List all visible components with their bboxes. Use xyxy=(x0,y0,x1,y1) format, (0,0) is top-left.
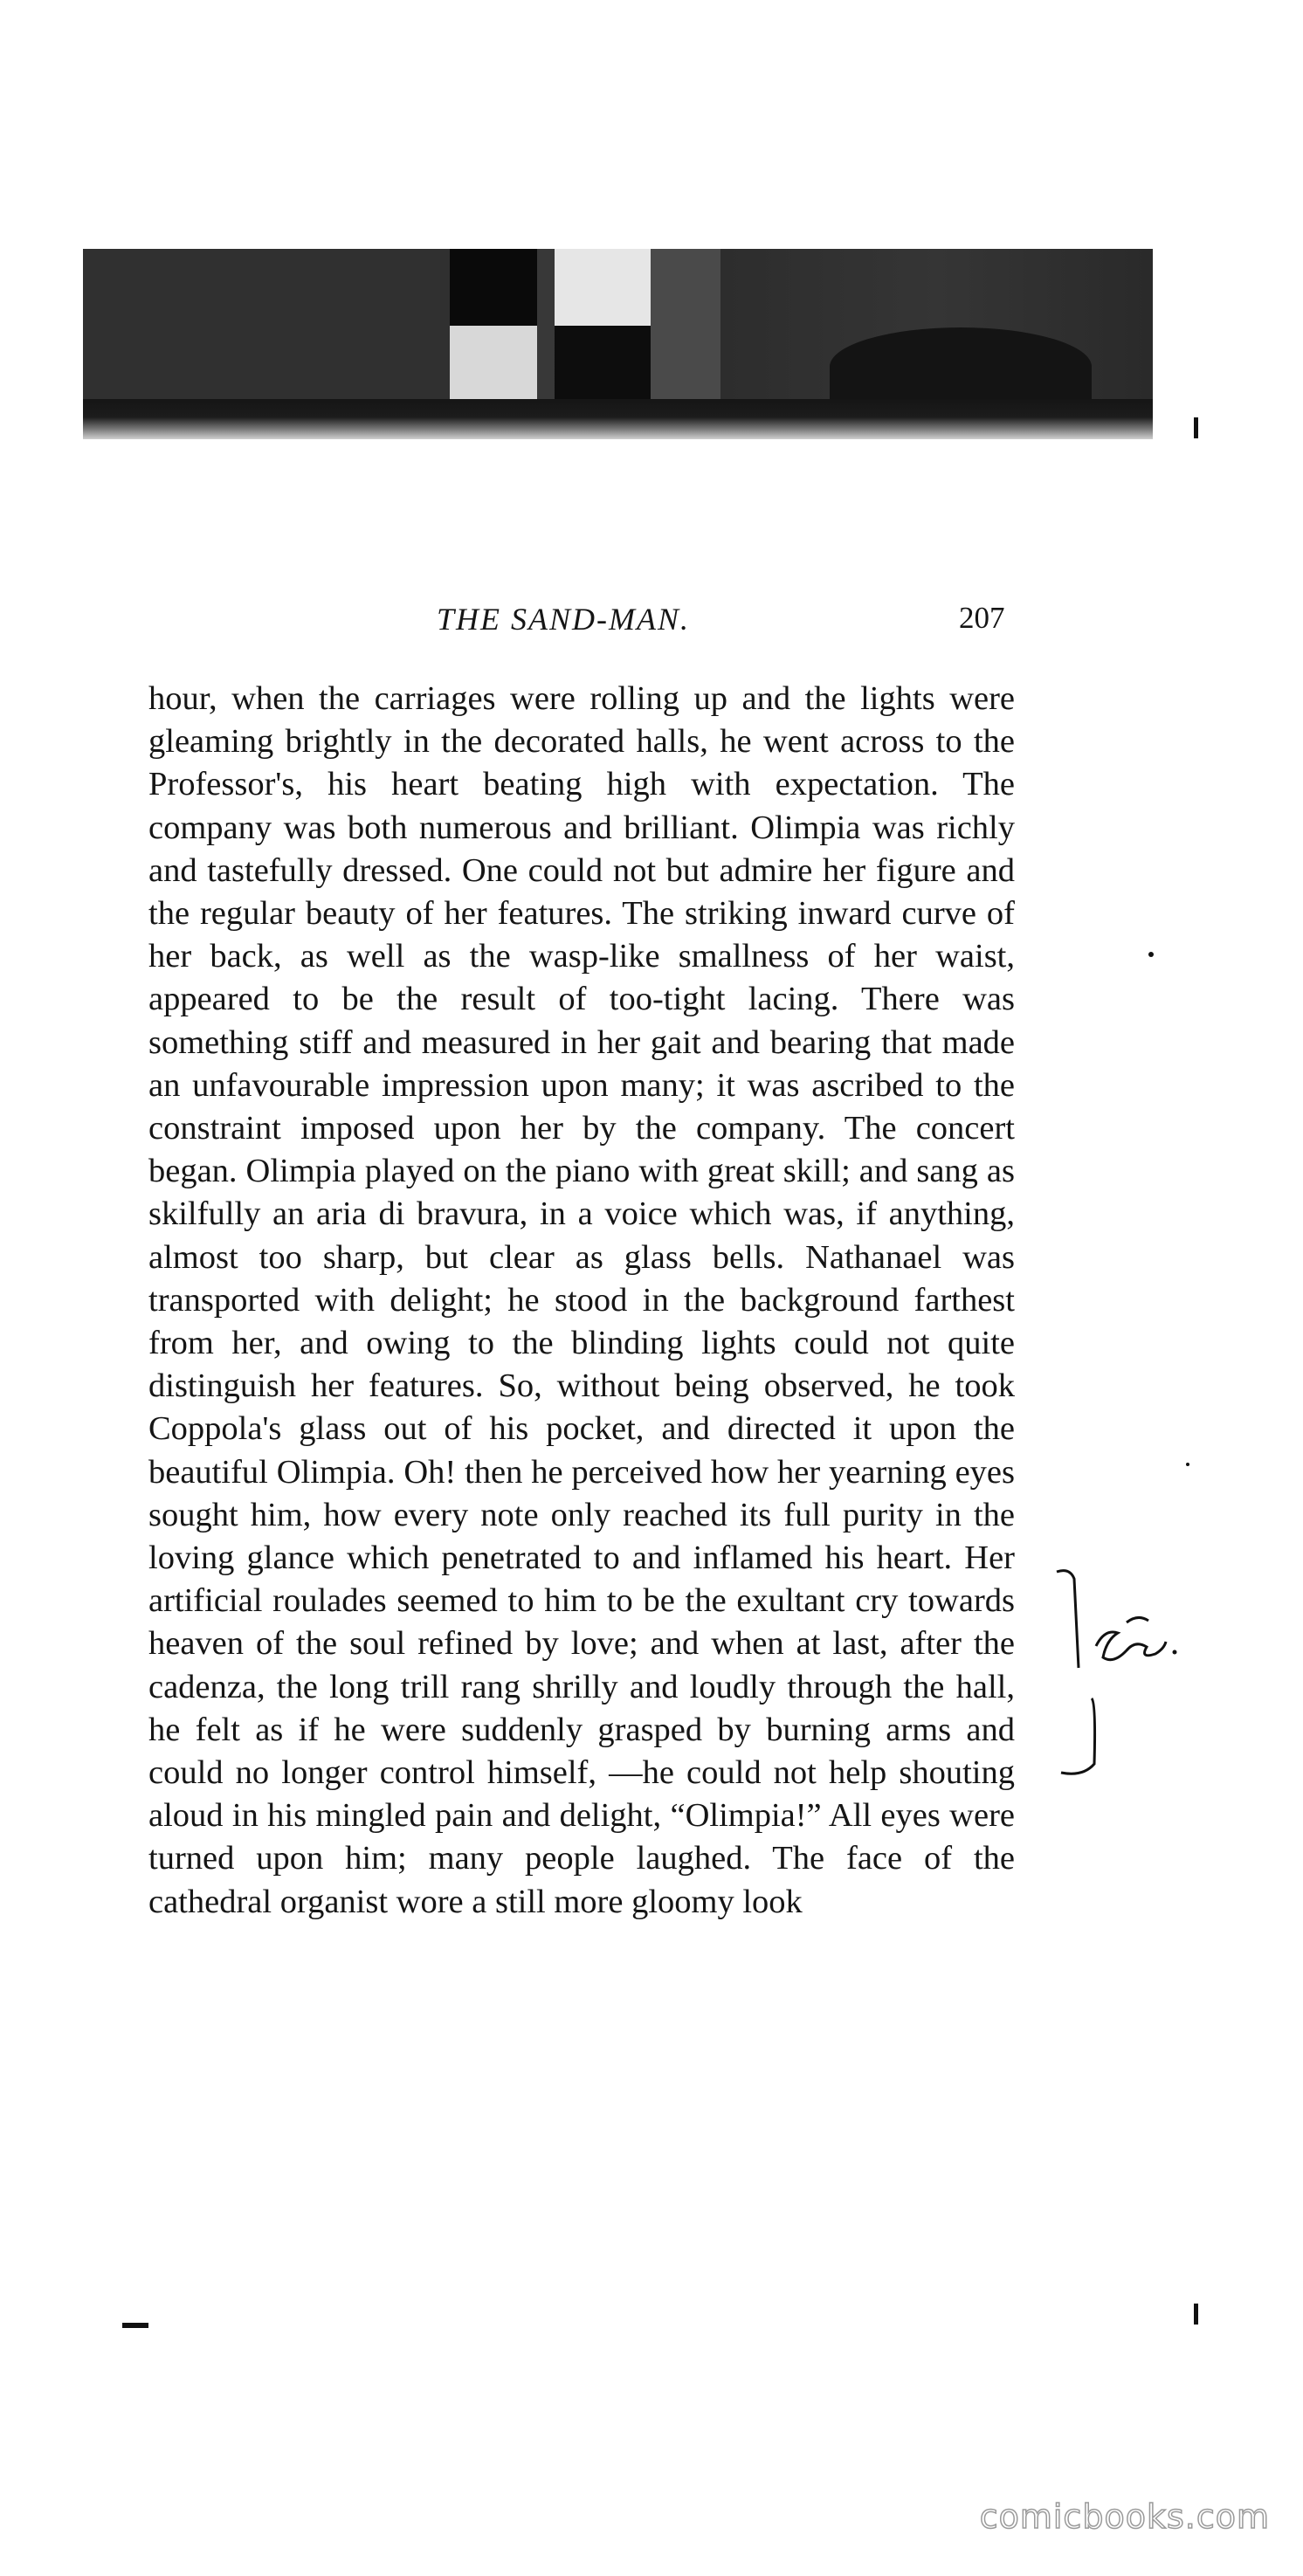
white-panel-upper xyxy=(555,249,651,326)
black-panel-lower xyxy=(555,326,651,399)
page-number: 207 xyxy=(959,601,1005,635)
handwritten-margin-note xyxy=(1044,1563,1218,1781)
margin-speck xyxy=(1194,417,1198,438)
watermark: comicbooks.com xyxy=(979,2497,1270,2536)
page-top-photo-strip xyxy=(83,249,1153,439)
dark-shape xyxy=(830,327,1092,406)
margin-speck xyxy=(1194,2304,1198,2325)
body-text xyxy=(148,678,1015,1924)
body-paragraph: hour, when the carriages were rolling up and the lights were gleaming brightly in the decorated halls, he went across to the Professor's, his heart beating high with expectation. The company was both numerous and brilliant. Olimpia was richly and tastefully dressed. One could not but admire her figure and the regular beauty of her features. The striking inward curve of her back, as well as the wasp-like smallness of her waist, appeared to be the result of too-tight lacing. There was something stiff and measured in her gait and bearing that made an unfavourable impression upon many; it was ascribed to the constraint imposed upon her by the company. The concert began. Olimpia played on the piano with great skill; and sang as skilfully an aria di bravura, in a voice which was, if anything, almost too sharp, but clear as glass bells. Nathanael was transported with delight; he stood in the background farthest from her, and owing to the blinding lights could not quite distinguish her features. So, without being observed, he took Coppola's glass out of his pocket, and directed it upon the beautiful Olimpia. Oh! then he perceived how her yearning eyes sought him, how every note only reached its full purity in the loving glance which penetrated to and inflamed his heart. Her artificial roulades seemed to him to be the exultant cry towards heaven of the soul refined by love; and when at last, after the cadenza, the long trill rang shrilly and loudly through the hall, he felt as if he were suddenly grasped by burning arms and could no longer control himself, —he could not help shouting aloud in his mingled pain and delight, “Olimpia!” All eyes were turned upon him; many people laughed. The face of the cathedral organist wore a still more gloomy look xyxy=(148,680,1015,1920)
margin-speck xyxy=(1148,952,1154,957)
margin-speck xyxy=(122,2323,148,2328)
grey-panel xyxy=(651,249,720,399)
running-head xyxy=(0,601,1303,653)
dark-panel xyxy=(83,249,450,399)
running-head-title: THE SAND-MAN. xyxy=(437,602,690,637)
white-panel-lower xyxy=(450,326,537,399)
strip-baseboard xyxy=(83,399,1153,439)
margin-speck xyxy=(1186,1463,1189,1466)
